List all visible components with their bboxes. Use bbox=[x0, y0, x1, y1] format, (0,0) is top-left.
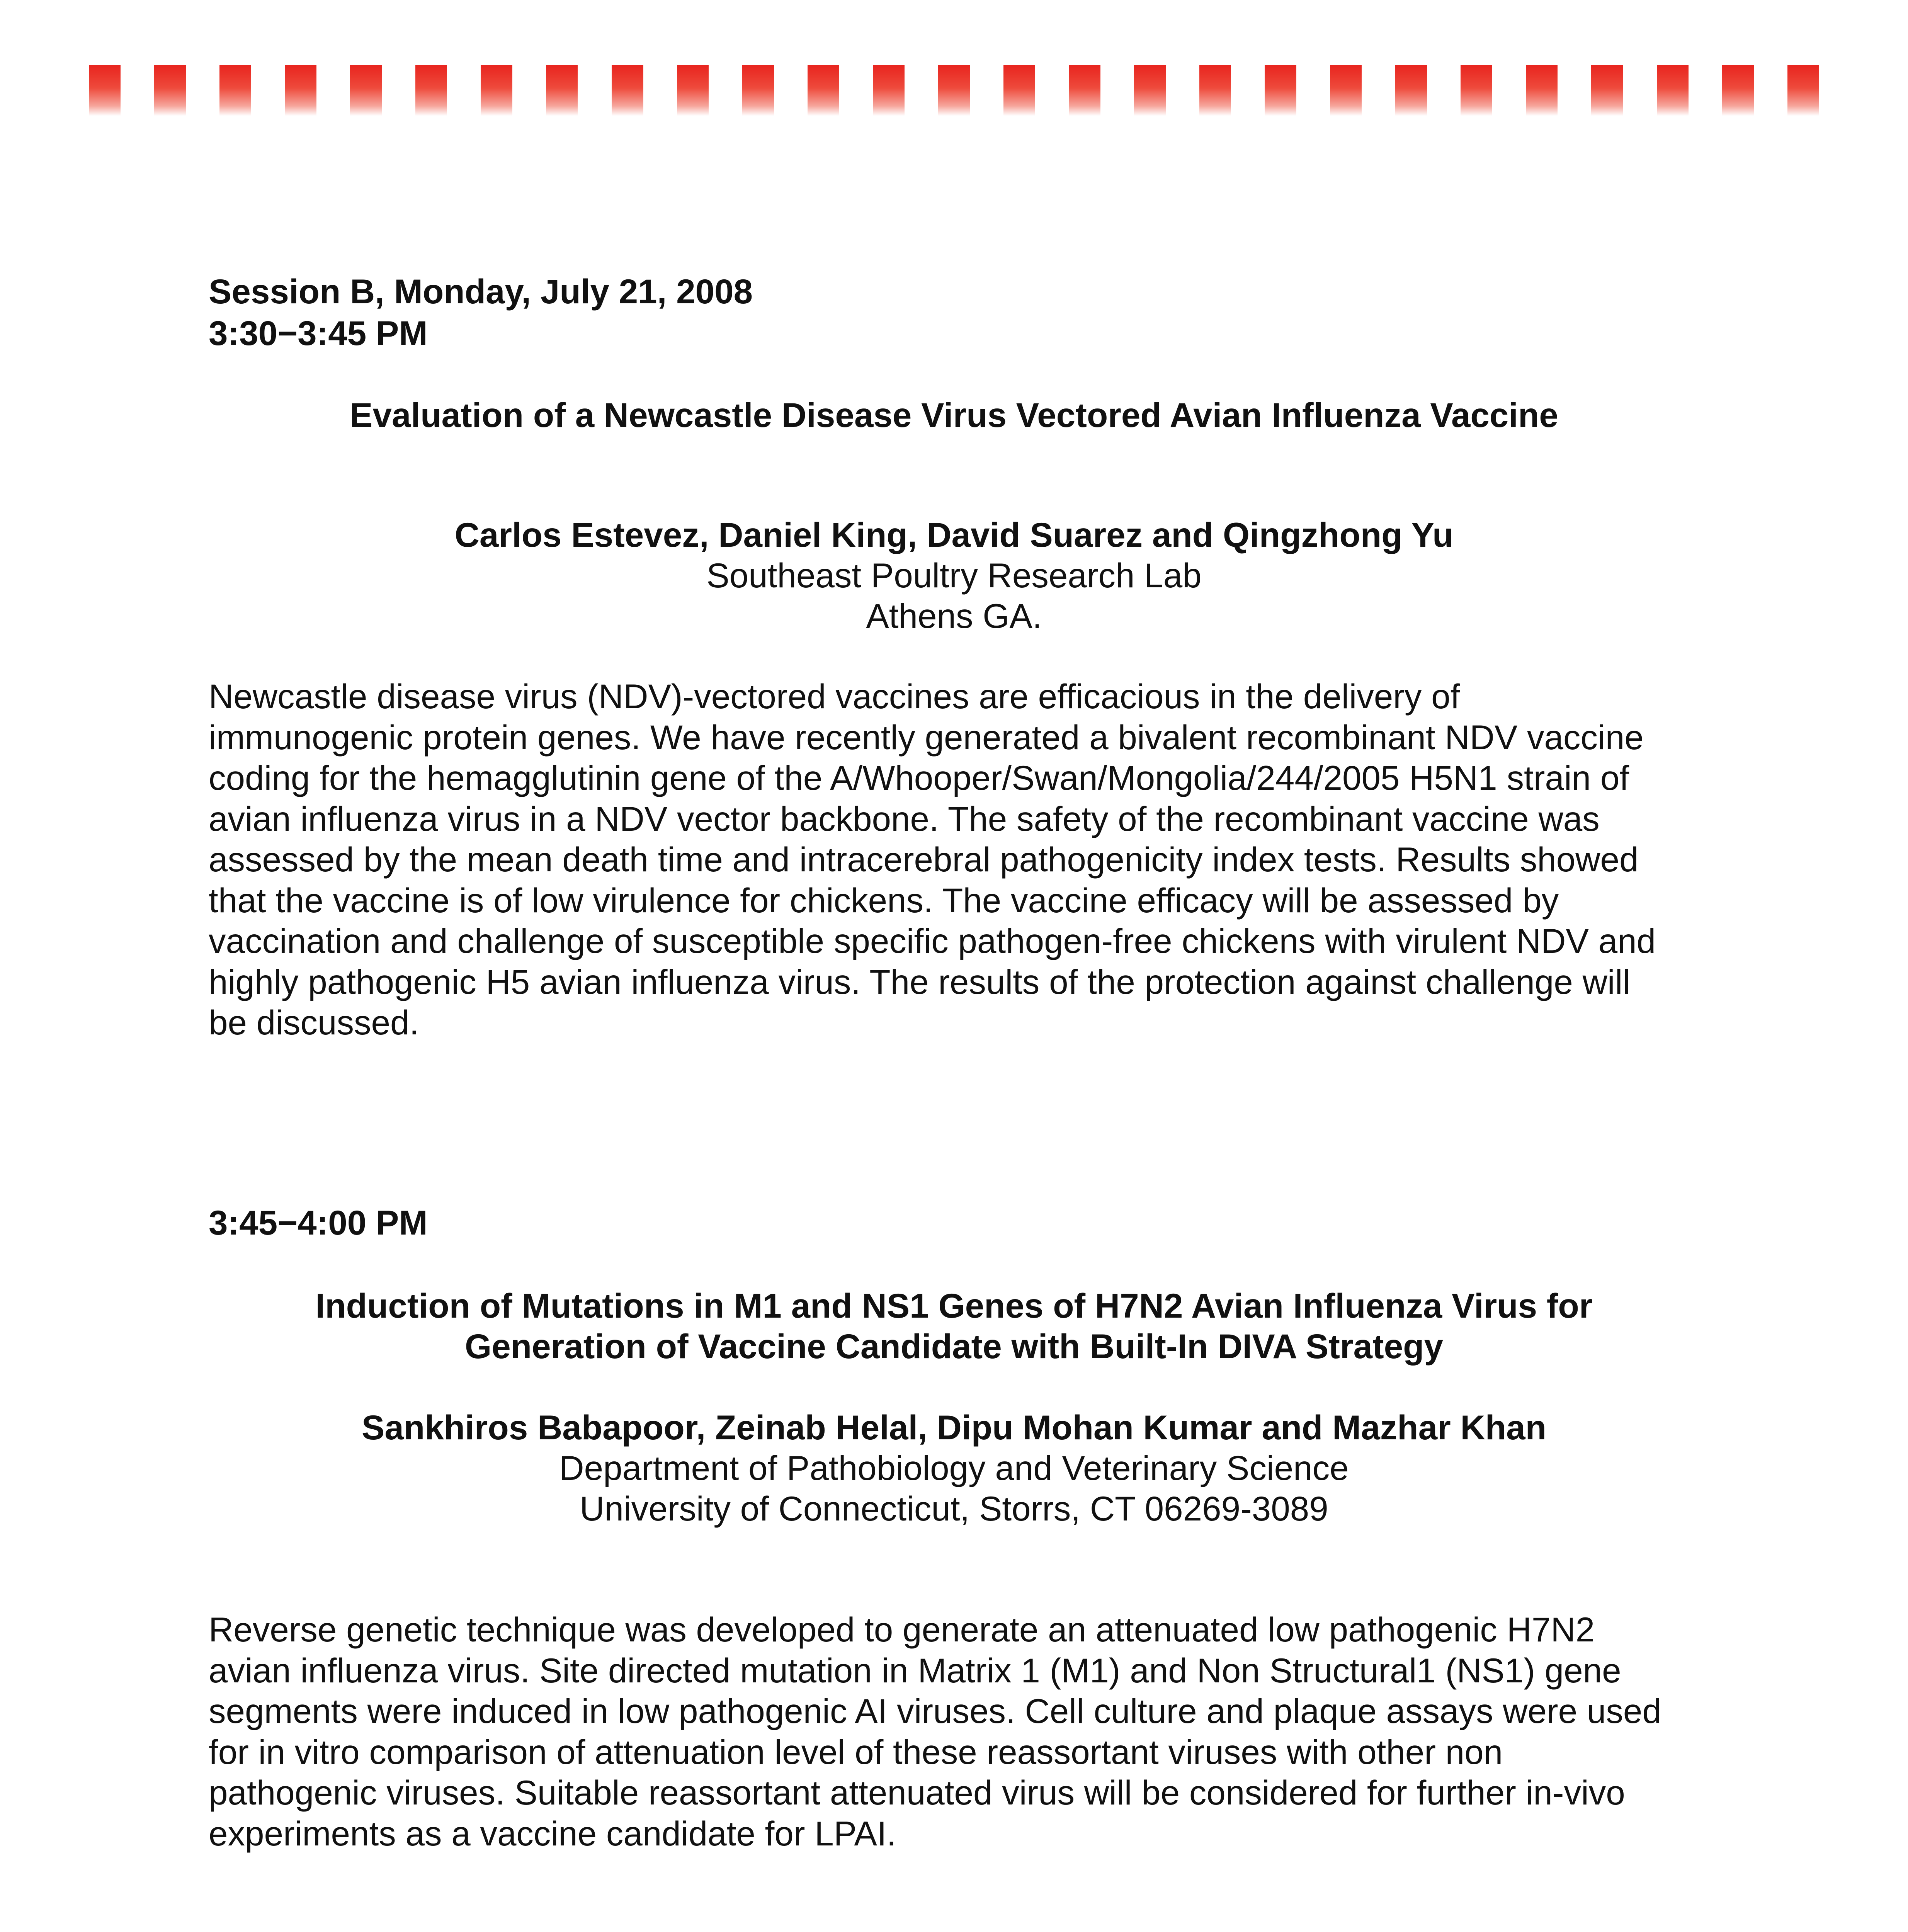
border-block bbox=[1526, 65, 1558, 116]
border-block bbox=[1722, 65, 1754, 116]
talk1-affiliation-line2: Athens GA. bbox=[866, 597, 1042, 635]
border-block bbox=[1199, 65, 1231, 116]
talk2-affiliation-line1: Department of Pathobiology and Veterinary Science bbox=[559, 1449, 1349, 1487]
border-block bbox=[285, 65, 316, 116]
border-block bbox=[1591, 65, 1623, 116]
border-block bbox=[89, 65, 121, 116]
border-block bbox=[1787, 65, 1819, 116]
border-block bbox=[1134, 65, 1166, 116]
decorative-top-border bbox=[89, 65, 1819, 116]
border-block bbox=[742, 65, 774, 116]
border-block bbox=[1657, 65, 1689, 116]
talk1-authors: Carlos Estevez, Daniel King, David Suarez and Qingzhong Yu bbox=[454, 515, 1454, 554]
border-block bbox=[612, 65, 643, 116]
session-header bbox=[209, 270, 753, 354]
border-block bbox=[481, 65, 512, 116]
border-block bbox=[677, 65, 709, 116]
border-block bbox=[1069, 65, 1100, 116]
border-block bbox=[415, 65, 447, 116]
talk1-time: 3:30−3:45 PM bbox=[209, 314, 428, 352]
border-block bbox=[1395, 65, 1427, 116]
border-block bbox=[1003, 65, 1035, 116]
border-block bbox=[938, 65, 970, 116]
border-block bbox=[546, 65, 578, 116]
border-block bbox=[808, 65, 839, 116]
border-block bbox=[873, 65, 905, 116]
talk2-title-line2: Generation of Vaccine Candidate with Built-In DIVA Strategy bbox=[465, 1327, 1443, 1366]
session-line: Session B, Monday, July 21, 2008 bbox=[209, 272, 753, 311]
talk1-title: Evaluation of a Newcastle Disease Virus Vectored Avian Influenza Vaccine bbox=[350, 396, 1558, 434]
talk1-abstract: Newcastle disease virus (NDV)-vectored vaccines are efficacious in the delivery of immunogenic protein genes. We have recently generated a bivalent recombinant NDV vaccine coding for the hemagglutinin gene of the A/Whooper/Swan/Mongolia/244/2005 H5N1 strain of avian influenza virus in a NDV vector backbone. The safety of the recombinant vaccine was assessed by the mean death time and intracerebral pathogenicity index tests. Results showed that the vaccine is of low virulence for chickens. The vaccine efficacy will be assessed by vaccination and challenge of susceptible specific pathogen-free chickens with virulent NDV and highly pathogenic H5 avian influenza virus. The results of the protection against challenge will be discussed. bbox=[209, 677, 1656, 1042]
border-block bbox=[1265, 65, 1296, 116]
border-block bbox=[350, 65, 382, 116]
border-block bbox=[219, 65, 251, 116]
border-block bbox=[1330, 65, 1362, 116]
talk2-time: 3:45−4:00 PM bbox=[209, 1203, 428, 1242]
talk1-affiliation-line1: Southeast Poultry Research Lab bbox=[706, 556, 1202, 595]
border-block bbox=[154, 65, 186, 116]
talk2-authors: Sankhiros Babapoor, Zeinab Helal, Dipu Mohan Kumar and Mazhar Khan bbox=[361, 1408, 1547, 1447]
talk2-title-line1: Induction of Mutations in M1 and NS1 Genes of H7N2 Avian Influenza Virus for bbox=[315, 1286, 1593, 1325]
border-block bbox=[1461, 65, 1492, 116]
talk2-affiliation-line2: University of Connecticut, Storrs, CT 06269-3089 bbox=[580, 1489, 1328, 1528]
talk2-abstract: Reverse genetic technique was developed to generate an attenuated low pathogenic H7N2 avian influenza virus. Site directed mutation in Matrix 1 (M1) and Non Structural1 (NS1) gene segments were induced in low pathogenic AI viruses. Cell culture and plaque assays were used for in vitro comparison of attenuation level of these reassortant viruses with other non pathogenic viruses. Suitable reassortant attenuated virus will be considered for further in-vivo experiments as a vaccine candidate for LPAI. bbox=[209, 1610, 1661, 1853]
